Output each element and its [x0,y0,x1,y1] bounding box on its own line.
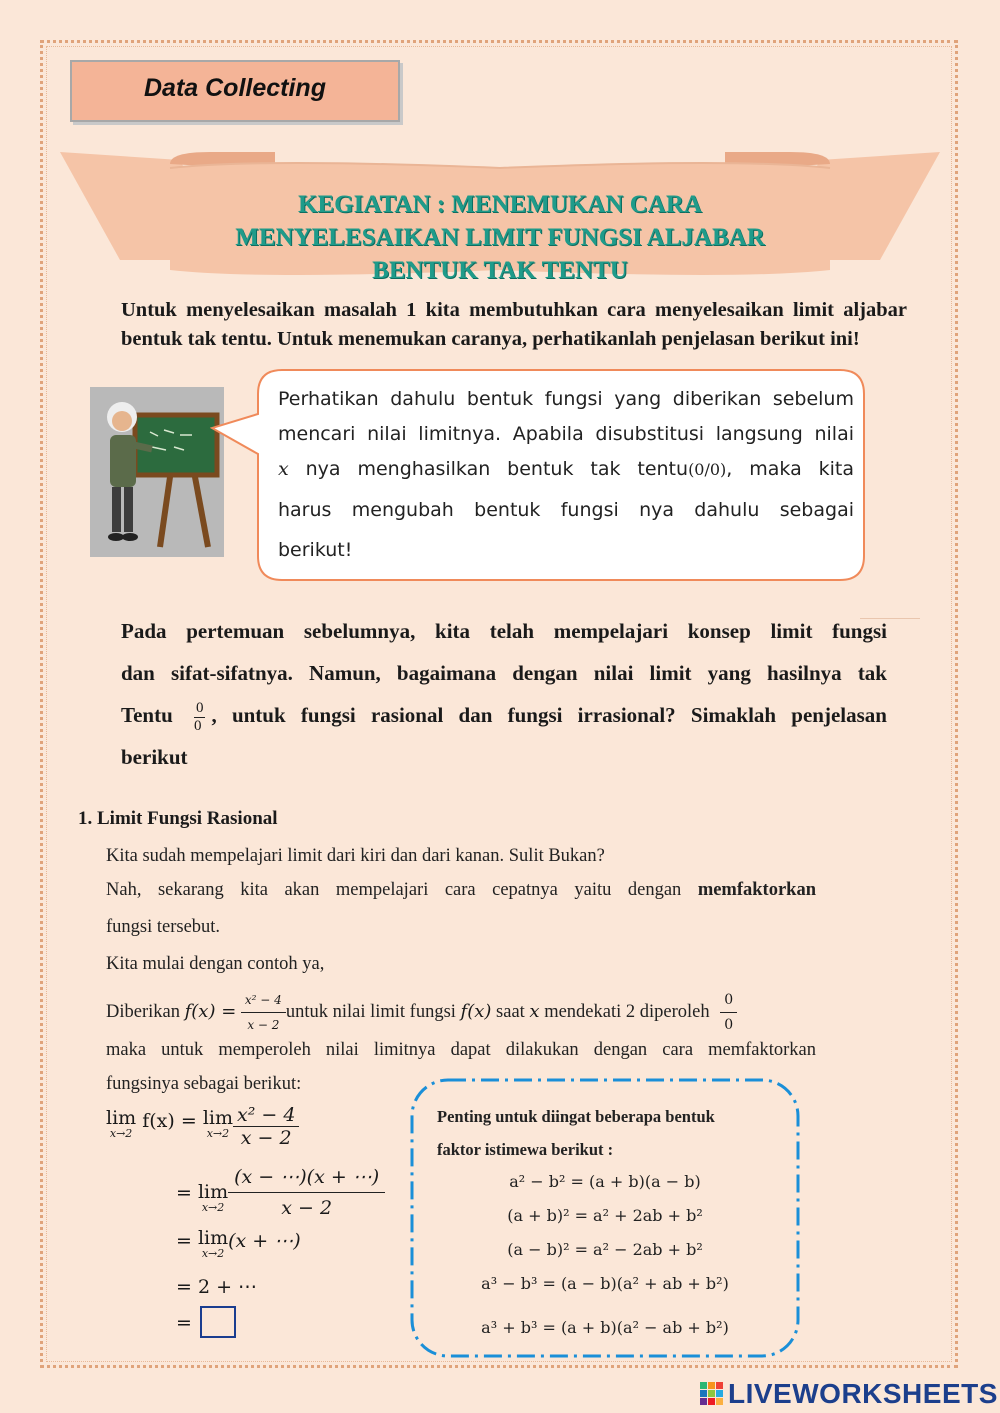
lim-text: lim [197,1227,229,1249]
lim-sub: x→2 [109,1127,133,1140]
paragraph-2-line-4: berikut [121,745,188,769]
teacher-illustration [90,387,224,557]
line5-text-d: mendekati 2 diperoleh [544,1001,710,1022]
word-diberikan: Diberikan [106,1001,180,1022]
formula-sum-of-cubes: a³ + b³ = (a + b)(a² − ab + b²) [481,1318,729,1337]
variable-x: x [278,458,289,480]
data-collecting-label: Data Collecting [144,74,326,102]
answer-input-box[interactable] [200,1306,236,1338]
bubble-line-1: Perhatikan dahulu bentuk fungsi yang diberikan sebelum [278,388,854,410]
lim-sub: x→2 [201,1201,225,1214]
fraction-numerator: x² − 4 [241,988,286,1013]
activity-title-line2: MENYELESAIKAN LIMIT FUNGSI ALJABAR [235,224,765,251]
bubble-line-3b: , maka kita [726,458,854,480]
step1-denominator: x − 2 [240,1127,292,1149]
limit-symbol-2 [197,1181,229,1216]
activity-title-line3: BENTUK TAK TENTU [372,257,628,284]
calc-step-1 [106,1104,299,1149]
paragraph-2-line-1: Pada pertemuan sebelumnya, kita telah mempelajari konsep limit fungsi [121,619,887,643]
bubble-line-5: berikut! [278,539,353,561]
section-line-7: fungsinya sebagai berikut: [106,1074,302,1094]
frac2-numerator: 0 [720,988,737,1013]
liveworksheets-brand: LIVEWORKSHEETS [728,1378,998,1409]
step1-numerator: x² − 4 [233,1104,299,1127]
variable-x-2: x [529,1000,540,1022]
step2-eq: = [176,1182,192,1204]
frac2-denominator: 0 [724,1017,734,1033]
lim-text: lim [197,1181,229,1203]
formula-difference-of-cubes: a³ − b³ = (a − b)(a² + ab + b²) [481,1274,729,1293]
step3-eq: = [176,1230,192,1252]
calc-step-4: = 2 + ⋯ [176,1276,258,1298]
formula-square-of-difference: (a − b)² = a² − 2ab + b² [507,1240,703,1259]
step1-fraction [233,1104,299,1149]
bubble-line-3a: nya menghasilkan bentuk tak tentu [305,458,689,480]
section-heading: 1. Limit Fungsi Rasional [78,808,278,829]
calc-step-5-eq: = [176,1312,192,1334]
zero-over-zero [194,700,206,735]
limit-symbol-3 [197,1227,229,1262]
section-line-3: fungsi tersebut. [106,917,221,937]
step2-denominator: x − 2 [281,1197,333,1219]
line5-text-b: untuk nilai limit fungsi [285,1001,456,1022]
step1-lhs: f(x) = [142,1110,197,1132]
indeterminate-form: (0/0) [688,460,727,479]
lim-text: lim [106,1107,137,1129]
bubble-line-4: harus mengubah bentuk fungsi nya dahulu sebagai [278,499,854,521]
word-saat: saat [496,1001,525,1022]
frac-numerator: 0 [195,699,204,716]
lim-text: lim [202,1107,233,1129]
intro-paragraph: Untuk menyelesaikan masalah 1 kita membutuhkan cara menyelesaikan limit aljabar bentuk tak tentu. Untuk menemukan caranya, perhatikanlah penjelasan berikut ini! [121,299,907,350]
paragraph-2-line-3b: , untuk fungsi rasional dan fungsi irrasional? Simaklah penjelasan [211,703,887,727]
step2-numerator: (x − ⋯)(x + ⋯) [228,1166,385,1193]
note-title [437,1100,787,1166]
step3-expression: (x + ⋯) [228,1230,301,1252]
paragraph-2-line-2: dan sifat-sifatnya. Namun, bagaimana dengan nilai limit yang hasilnya tak [121,661,887,685]
section-line-4: Kita mulai dengan contoh ya, [106,954,325,974]
fraction-denominator: x − 2 [247,1018,280,1032]
bubble-text [278,382,854,568]
note-title-line-2: faktor istimewa berikut : [437,1140,614,1159]
calc-step-3 [176,1227,301,1262]
paragraph-2 [121,610,887,778]
lim-sub: x→2 [206,1127,230,1140]
word-tentu: Tentu [121,703,173,727]
formula-difference-of-squares: a² − b² = (a + b)(a − b) [509,1172,701,1191]
liveworksheets-icon [700,1382,724,1406]
paragraph-2-line-3 [121,694,887,736]
step2-fraction [228,1166,385,1219]
function-fx: f(x) = [184,1000,237,1022]
bubble-line-2: mencari nilai limitnya. Apabila disubstitusi langsung nilai [278,423,854,445]
activity-title-line1: KEGIATAN : MENEMUKAN CARA [298,191,702,218]
section-line-2a: Nah, sekarang kita akan mempelajari cara cepatnya yaitu dengan [106,880,682,900]
zero-over-zero-2 [720,988,737,1037]
lim-sub: x→2 [201,1247,225,1260]
function-fx-2: f(x) [460,1000,492,1022]
activity-title [180,188,820,287]
keyword-memfaktorkan: memfaktorkan [697,880,816,900]
section-line-2 [106,878,816,902]
limit-symbol-1 [106,1107,137,1142]
bubble-line-3 [278,452,854,487]
section-line-6: maka untuk memperoleh nilai limitnya dapat dilakukan dengan cara memfaktorkan [106,1040,816,1060]
frac-denominator: 0 [193,717,202,734]
function-fraction [241,988,286,1037]
formula-square-of-sum: (a + b)² = a² + 2ab + b² [507,1206,703,1225]
note-title-line-1: Penting untuk diingat beberapa bentuk [437,1107,715,1126]
section-line-1: Kita sudah mempelajari limit dari kiri dan dari kanan. Sulit Bukan? [106,846,605,866]
limit-symbol-1b [202,1107,233,1142]
calc-step-2 [176,1166,385,1219]
data-collecting-label-box [70,60,400,122]
section-line-5 [106,988,846,1037]
